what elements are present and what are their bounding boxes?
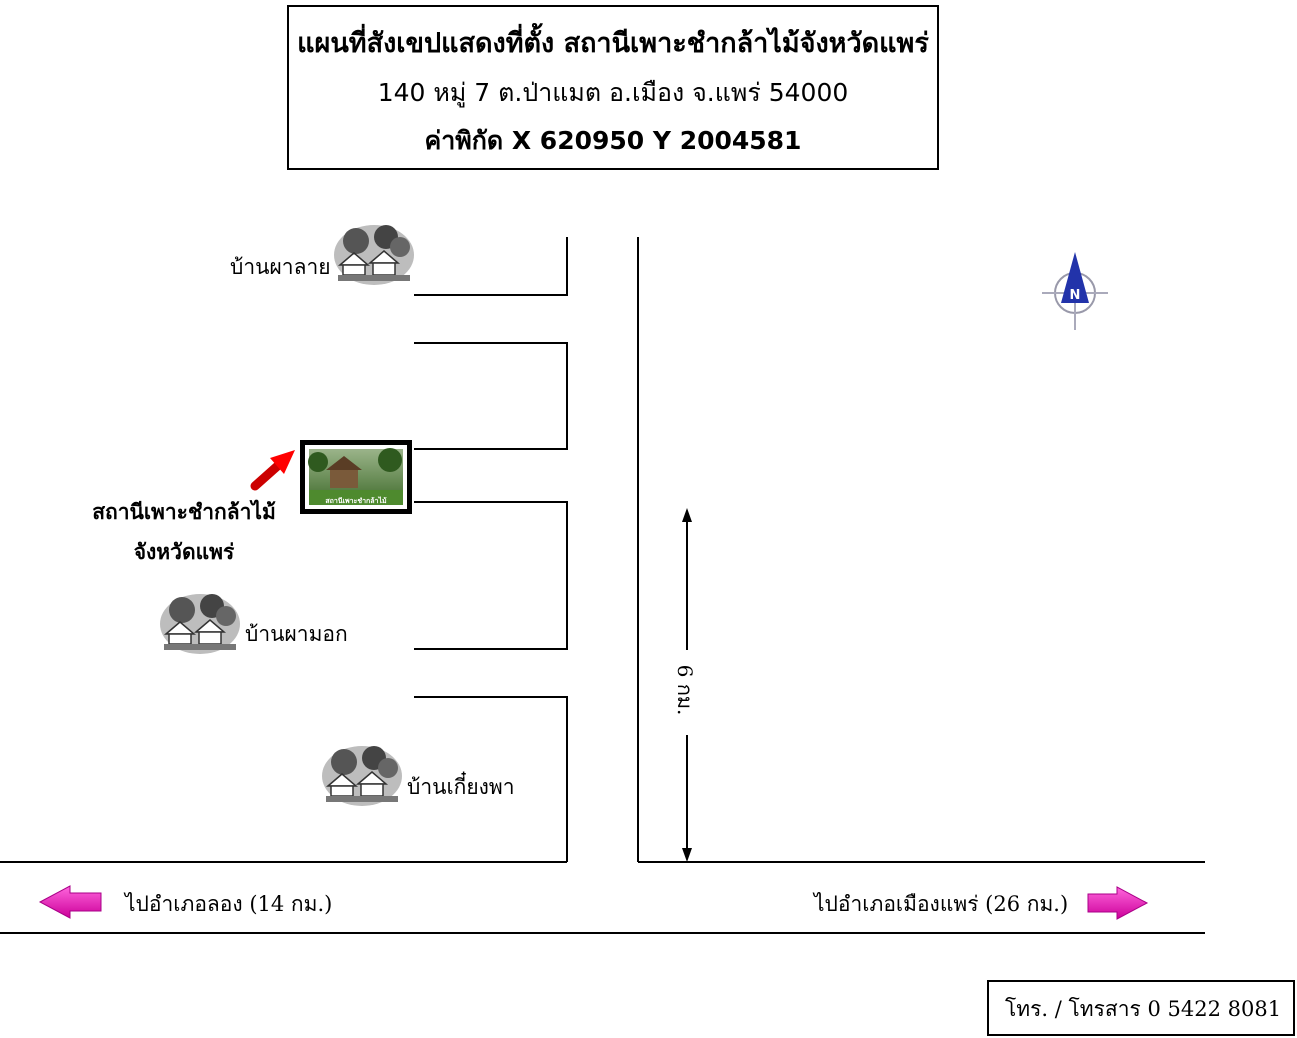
- right-direction-label: ไปอำเภอเมืองแพร่ (26 กม.): [814, 892, 1069, 916]
- village-label-kiangpha: บ้านเกี๋ยงพา: [407, 775, 515, 799]
- phone-text: โทร. / โทรสาร 0 5422 8081: [1005, 997, 1282, 1021]
- right-direction-arrow: [1088, 887, 1147, 919]
- village-house-icon: [160, 594, 240, 654]
- left-direction-label: ไปอำเภอลอง (14 กม.): [125, 892, 333, 916]
- left-direction-arrow: [40, 886, 101, 918]
- village-house-icon: [334, 225, 414, 285]
- station-label-line2: จังหวัดแพร่: [133, 539, 235, 564]
- coordinates-text: ค่าพิกัด X 620950 Y 2004581: [424, 126, 802, 155]
- compass-letter: N: [1069, 288, 1081, 303]
- station-label: [88, 492, 280, 572]
- address-text: 140 หมู่ 7 ต.ป่าแมต อ.เมือง จ.แพร่ 54000: [377, 78, 849, 107]
- station-photo-caption: สถานีเพาะชำกล้าไม้: [325, 497, 387, 505]
- village-label-phamok: บ้านผามอก: [245, 622, 348, 646]
- village-house-icon: [322, 746, 402, 806]
- station-pointer-arrow: [255, 450, 295, 486]
- contact-phone-box: [987, 980, 1295, 1036]
- side-road: [414, 237, 567, 862]
- station-label-line1: สถานีเพาะชำกล้าไม้: [92, 499, 276, 524]
- village-label-phalai: บ้านผาลาย: [230, 255, 331, 279]
- map-title: แผนที่สังเขปแสดงที่ตั้ง สถานีเพาะชำกล้าไม้จังหวัดแพร่: [297, 28, 929, 59]
- distance-label: 6 กม.: [673, 664, 697, 716]
